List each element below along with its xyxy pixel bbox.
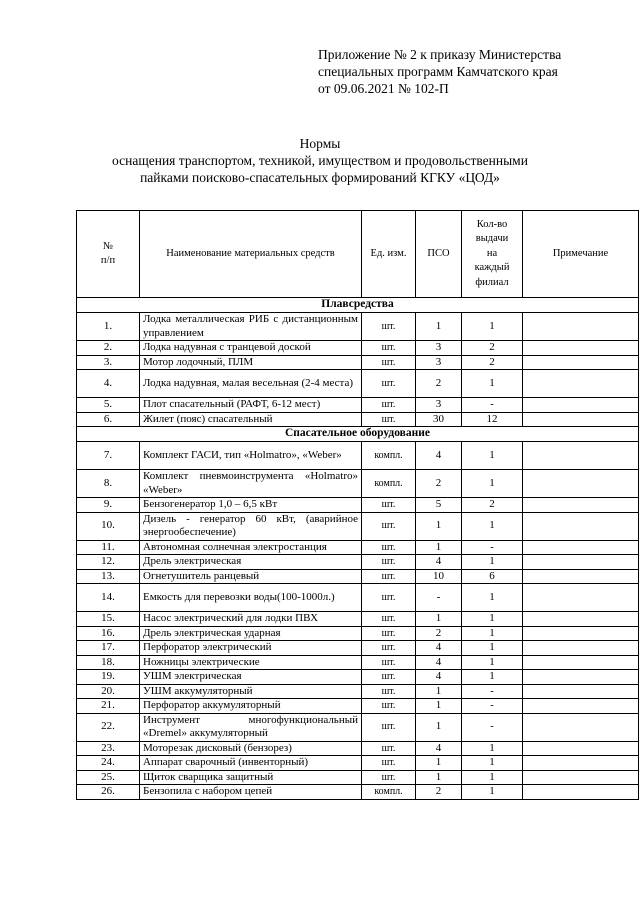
item-name: Емкость для перевозки воды(100-1000л.) [140,584,362,612]
table-row [77,641,639,656]
pso-quantity: 3 [416,341,462,356]
note [523,684,639,699]
pso-quantity: 1 [416,756,462,771]
pso-quantity: 1 [416,684,462,699]
item-name: Бензопила с набором цепей [140,785,362,800]
unit-of-measure: шт. [362,555,416,570]
table-body [77,298,639,800]
row-number: 8. [77,470,140,498]
pso-quantity: 5 [416,498,462,513]
note [523,442,639,470]
appendix-line: от 09.06.2021 № 102-П [318,81,449,96]
branch-quantity: - [462,699,523,714]
row-number: 2. [77,341,140,356]
note [523,412,639,427]
note [523,770,639,785]
branch-quantity: 1 [462,313,523,341]
note [523,641,639,656]
item-name: Мотор лодочный, ПЛМ [140,355,362,370]
appendix-line: Приложение № 2 к приказу Министерства [318,47,562,62]
row-number: 18. [77,655,140,670]
table-row [77,670,639,685]
unit-of-measure: шт. [362,655,416,670]
title-line: оснащения транспортом, техникой, имуществом и продовольственными [112,153,528,168]
unit-of-measure: шт. [362,641,416,656]
unit-of-measure: шт. [362,412,416,427]
unit-of-measure: шт. [362,355,416,370]
header-num: № п/п [77,211,140,298]
branch-quantity: 1 [462,641,523,656]
norms-table [76,210,639,800]
row-number: 14. [77,584,140,612]
pso-quantity: - [416,584,462,612]
table-row [77,785,639,800]
appendix-header [318,46,561,97]
pso-quantity: 4 [416,641,462,656]
table-row [77,770,639,785]
section-row [77,298,639,313]
table-row [77,398,639,413]
branch-quantity: 1 [462,670,523,685]
branch-quantity: 2 [462,498,523,513]
branch-quantity: 1 [462,612,523,627]
branch-quantity: 1 [462,470,523,498]
row-number: 21. [77,699,140,714]
unit-of-measure: шт. [362,540,416,555]
item-name: Плот спасательный (РАФТ, 6-12 мест) [140,398,362,413]
item-name: Огнетушитель ранцевый [140,569,362,584]
branch-quantity: 1 [462,555,523,570]
appendix-line: специальных программ Камчатского края [318,64,558,79]
item-name: Насос электрический для лодки ПВХ [140,612,362,627]
row-number: 9. [77,498,140,513]
row-number: 5. [77,398,140,413]
unit-of-measure: шт. [362,684,416,699]
branch-quantity: 1 [462,756,523,771]
row-number: 6. [77,412,140,427]
header-note: Примечание [523,211,639,298]
unit-of-measure: компл. [362,442,416,470]
note [523,569,639,584]
table-row [77,699,639,714]
table-row [77,341,639,356]
table-row [77,713,639,741]
unit-of-measure: шт. [362,370,416,398]
branch-quantity: 2 [462,355,523,370]
table-row [77,584,639,612]
pso-quantity: 3 [416,355,462,370]
pso-quantity: 4 [416,741,462,756]
unit-of-measure: компл. [362,470,416,498]
unit-of-measure: шт. [362,626,416,641]
item-name: Бензогенератор 1,0 – 6,5 кВт [140,498,362,513]
item-name: Дрель электрическая [140,555,362,570]
item-name: Инструмент многофункциональный «Dremel» аккумуляторный [140,713,362,741]
note [523,626,639,641]
pso-quantity: 4 [416,442,462,470]
header-name: Наименование материальных средств [140,211,362,298]
pso-quantity: 2 [416,785,462,800]
branch-quantity: 1 [462,655,523,670]
item-name: Моторезак дисковый (бензорез) [140,741,362,756]
branch-quantity: 1 [462,370,523,398]
table-header-row [77,211,639,298]
row-number: 12. [77,555,140,570]
pso-quantity: 4 [416,655,462,670]
unit-of-measure: шт. [362,584,416,612]
pso-quantity: 3 [416,398,462,413]
note [523,612,639,627]
table-row [77,355,639,370]
table-row [77,569,639,584]
branch-quantity: 1 [462,584,523,612]
note [523,313,639,341]
note [523,584,639,612]
branch-quantity: 2 [462,341,523,356]
pso-quantity: 1 [416,699,462,714]
item-name: Щиток сварщика защитный [140,770,362,785]
table-row [77,756,639,771]
row-number: 10. [77,512,140,540]
section-title: Плавсредства [77,298,639,313]
title-line: Нормы [299,136,341,151]
branch-quantity: 12 [462,412,523,427]
pso-quantity: 10 [416,569,462,584]
item-name: Дизель - генератор 60 кВт, (аварийное энергообеспечение) [140,512,362,540]
table-row [77,741,639,756]
header-qty: Кол-во выдачи на каждый филиал [462,211,523,298]
item-name: Дрель электрическая ударная [140,626,362,641]
table-row [77,412,639,427]
table-row [77,655,639,670]
note [523,670,639,685]
unit-of-measure: шт. [362,512,416,540]
header-pso: ПСО [416,211,462,298]
pso-quantity: 1 [416,313,462,341]
unit-of-measure: шт. [362,741,416,756]
note [523,398,639,413]
row-number: 11. [77,540,140,555]
table-row [77,498,639,513]
pso-quantity: 2 [416,370,462,398]
title-line: пайками поисково-спасательных формирований КГКУ «ЦОД» [140,170,500,185]
note [523,540,639,555]
row-number: 25. [77,770,140,785]
unit-of-measure: шт. [362,313,416,341]
note [523,355,639,370]
note [523,470,639,498]
table-row [77,512,639,540]
row-number: 17. [77,641,140,656]
item-name: Ножницы электрические [140,655,362,670]
pso-quantity: 1 [416,512,462,540]
branch-quantity: - [462,398,523,413]
note [523,341,639,356]
item-name: Перфоратор электрический [140,641,362,656]
item-name: Аппарат сварочный (инвенторный) [140,756,362,771]
item-name: Перфоратор аккумуляторный [140,699,362,714]
branch-quantity: 1 [462,770,523,785]
unit-of-measure: шт. [362,341,416,356]
unit-of-measure: компл. [362,785,416,800]
table-row [77,540,639,555]
note [523,498,639,513]
row-number: 16. [77,626,140,641]
pso-quantity: 30 [416,412,462,427]
unit-of-measure: шт. [362,569,416,584]
branch-quantity: 1 [462,512,523,540]
pso-quantity: 2 [416,470,462,498]
note [523,713,639,741]
pso-quantity: 1 [416,540,462,555]
pso-quantity: 1 [416,770,462,785]
row-number: 15. [77,612,140,627]
row-number: 20. [77,684,140,699]
pso-quantity: 1 [416,612,462,627]
table-row [77,470,639,498]
pso-quantity: 2 [416,626,462,641]
row-number: 24. [77,756,140,771]
item-name: Комплект ГАСИ, тип «Holmatro», «Weber» [140,442,362,470]
branch-quantity: 1 [462,741,523,756]
unit-of-measure: шт. [362,770,416,785]
item-name: Лодка надувная с транцевой доской [140,341,362,356]
branch-quantity: - [462,713,523,741]
item-name: Жилет (пояс) спасательный [140,412,362,427]
note [523,741,639,756]
unit-of-measure: шт. [362,612,416,627]
note [523,555,639,570]
table-row [77,313,639,341]
document-title [0,135,640,186]
branch-quantity: - [462,684,523,699]
row-number: 3. [77,355,140,370]
branch-quantity: - [462,540,523,555]
unit-of-measure: шт. [362,398,416,413]
branch-quantity: 1 [462,442,523,470]
unit-of-measure: шт. [362,670,416,685]
note [523,655,639,670]
table-row [77,370,639,398]
item-name: Комплект пневмоинструмента «Holmatro» «Weber» [140,470,362,498]
table-row [77,612,639,627]
pso-quantity: 1 [416,713,462,741]
unit-of-measure: шт. [362,699,416,714]
row-number: 26. [77,785,140,800]
row-number: 22. [77,713,140,741]
table-row [77,555,639,570]
item-name: УШМ аккумуляторный [140,684,362,699]
unit-of-measure: шт. [362,713,416,741]
row-number: 7. [77,442,140,470]
table-row [77,442,639,470]
row-number: 13. [77,569,140,584]
note [523,512,639,540]
row-number: 1. [77,313,140,341]
note [523,370,639,398]
item-name: Лодка металлическая РИБ с дистанционным управлением [140,313,362,341]
pso-quantity: 4 [416,670,462,685]
item-name: УШМ электрическая [140,670,362,685]
table-row [77,684,639,699]
branch-quantity: 1 [462,785,523,800]
row-number: 23. [77,741,140,756]
item-name: Лодка надувная, малая весельная (2-4 места) [140,370,362,398]
table-row [77,626,639,641]
note [523,699,639,714]
row-number: 19. [77,670,140,685]
unit-of-measure: шт. [362,498,416,513]
unit-of-measure: шт. [362,756,416,771]
note [523,756,639,771]
item-name: Автономная солнечная электростанция [140,540,362,555]
section-row [77,427,639,442]
note [523,785,639,800]
header-unit: Ед. изм. [362,211,416,298]
branch-quantity: 1 [462,626,523,641]
pso-quantity: 4 [416,555,462,570]
section-title: Спасательное оборудование [77,427,639,442]
row-number: 4. [77,370,140,398]
branch-quantity: 6 [462,569,523,584]
